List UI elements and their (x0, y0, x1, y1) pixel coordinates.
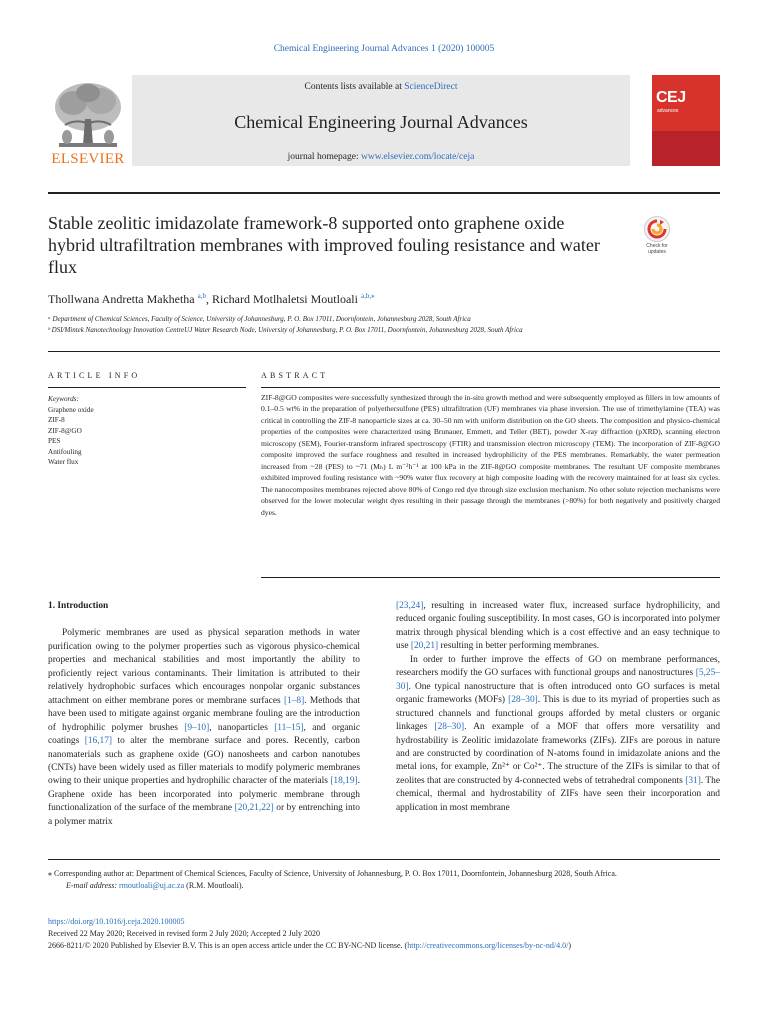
keyword-item: Water flux (48, 458, 79, 466)
paragraph-text: , and organic coatings (48, 722, 360, 747)
license-text-end: ) (568, 940, 572, 950)
elsevier-tree-icon (51, 79, 125, 151)
license-link[interactable]: http://creativecommons.org/licenses/by-nc-nd/4.0/ (407, 940, 569, 950)
body-column-left (48, 600, 360, 829)
author-affiliation-marker[interactable]: a,b,⁎ (360, 292, 375, 300)
citation-link[interactable]: [31] (685, 775, 701, 786)
contents-line (132, 82, 630, 92)
keyword-item: Graphene oxide (48, 405, 94, 414)
paragraph-text: Polymeric membranes are used as physical separation methods in water purification owing to the polymer properties such as vigorous physico-chemical properties and mechanical stabilities and most importantly the ability to proficiently reject various contaminants. Their limitation is attributed to their relatively hydrophobic surfaces which encourages nonpolar organic substances attachment on either membrane pores or membrane surfaces (48, 628, 360, 706)
paragraph-text: In order to further improve the effects of GO on membrane performances, researchers modify the GO surfaces with functional groups and nanostructures (396, 654, 720, 679)
affiliation-divider (48, 351, 720, 352)
article-title: Stable zeolitic imidazolate framework-8 supported onto graphene oxide hybrid ultrafiltration membranes with improved fouling resistance and water flux (48, 213, 600, 277)
intro-paragraph-2 (396, 654, 720, 815)
author-separator: , (205, 292, 212, 306)
body-column-right (396, 600, 720, 815)
cover-title: CEJ (656, 89, 686, 106)
intro-paragraph-1 (48, 627, 360, 829)
keyword-item: ZIF-8 (48, 416, 65, 424)
citation-link[interactable]: [20,21] (410, 641, 439, 652)
email-suffix: (R.M. Moutloali). (184, 880, 244, 890)
contents-prefix: Contents lists available at (304, 82, 405, 92)
paragraph-text: , resulting in increased water flux, increased surface hydrophilicity, and reduced organic fouling susceptibility. In most cases, GO is incorporated into polymer matrix through physical blending which is a cost effective and an easy technique to use (396, 601, 720, 652)
email-link[interactable]: rmoutloali@uj.ac.za (119, 880, 185, 890)
paragraph-text: . One typical nanostructure that is often introduced onto GO surfaces is metal organic frameworks (MOFs) (396, 681, 720, 706)
abstract-divider (261, 387, 720, 388)
publication-info (48, 916, 720, 951)
publisher-logo[interactable] (48, 75, 128, 172)
journal-name: Chemical Engineering Journal Advances (234, 112, 528, 132)
article-info-divider (48, 387, 246, 388)
check-for-updates-button[interactable] (638, 216, 676, 262)
doi-link[interactable]: https://doi.org/10.1016/j.ceja.2020.100005 (48, 917, 185, 926)
journal-reference-link[interactable]: Chemical Engineering Journal Advances 1 (2020) 100005 (273, 44, 495, 54)
paragraph-text: resulting in better performing membranes. (438, 641, 600, 652)
homepage-prefix: journal homepage: (287, 152, 361, 162)
journal-homepage-link[interactable]: www.elsevier.com/locate/ceja (361, 152, 475, 162)
corresponding-author-note: ⁎ Corresponding author at: Department of Chemical Sciences, Faculty of Science, University of Johannesburg, P. O. Box 17011, Doornfontein, Johannesburg 2028, South Africa. (48, 869, 617, 878)
author-name[interactable]: Thollwana Andretta Makhetha (48, 292, 195, 306)
license-line (48, 940, 720, 952)
citation-link[interactable]: [23,24] (396, 601, 424, 611)
masthead-box (132, 75, 630, 166)
citation-link[interactable]: [18,19] (330, 776, 358, 787)
author-name[interactable]: Richard Motlhaletsi Moutloali (211, 292, 358, 306)
abstract-text: ZIF-8@GO composites were successfully synthesized through the in-situ growth method and were subsequently employed as fillers in low amounts of 0.1–0.5 wt% in the preparation of polyethersulfone (PES) ultrafiltration (UF) membranes via phase inversion. The use of trimethylamine (TEA) was critical in controlling the ZIF-8 nanoparticle sizes at ca. 30–50 nm with uniform distribution on the GO sheets. The composition and physico-chemical properties of the composites were characterized using Brunauer, Emmett, and Teller (BET), powder X-ray diffraction (pXRD), scanning electron microscopy (SEM), Fourier-transform infrared spectroscopy (FTIR) and transmission electron microscopy (TEM). The incorporation of ZIF-8@GO composite improved the surface roughness and resulted in increased hydrophilicity of the PES membranes. Remarkably, the water permeation increased from ~28 (PES) to ~71 (Mₕ) L m⁻²h⁻¹ at 100 kPa in the ZIF-8@GO composite membranes. The resultant UF composite membranes exhibited improved fouling resistance with ~90% water flux recovery at high composite loading with the recovery maintained for at least six cycles. The nanocomposites membranes rejected above 80% of Congo red dye through size exclusion mechanism. No other solute rejection mechanisms were observed for the lower molecular weight dyes resulting in their passage through the membranes (>80%) for both negatively and positively charged dyes. (261, 393, 720, 517)
keyword-item: PES (48, 437, 61, 445)
citation-link[interactable]: [28–30] (434, 722, 465, 733)
citation-link[interactable]: [1–8] (283, 695, 305, 706)
paragraph-text: or by entrenching into a polymer matrix (48, 803, 360, 827)
citation-link[interactable]: [9–10] (184, 722, 210, 733)
keywords-block (48, 394, 246, 468)
section-heading-introduction: 1. Introduction (48, 601, 109, 611)
article-info-heading: ARTICLE INFO (48, 371, 141, 380)
paragraph-text: . This is due to its myriad of properties such as structured channels and functional groups afforded by metal clusters or organic linkages (396, 695, 720, 733)
cover-subtitle: advances (657, 108, 679, 114)
sciencedirect-link[interactable]: ScienceDirect (404, 82, 458, 92)
paragraph-text: , nanoparticles (209, 722, 275, 733)
masthead-divider (48, 192, 720, 194)
footnotes (48, 868, 720, 891)
footnote-divider (48, 859, 720, 860)
abstract-heading: ABSTRACT (261, 371, 329, 380)
journal-cover-thumbnail[interactable] (652, 75, 720, 166)
keyword-item: Antifouling (48, 447, 82, 456)
abstract-bottom-divider (261, 577, 720, 578)
citation-link[interactable]: [11–15] (274, 722, 304, 733)
check-updates-icon (644, 216, 670, 242)
paragraph-text: . The chemical, thermal and hydrostability of ZIFs have seen their incorporation and application in most membrane (396, 775, 720, 813)
email-label: E-mail address: (66, 880, 120, 890)
keyword-item: ZIF-8@GO (48, 426, 82, 435)
citation-link[interactable]: [16,17] (84, 736, 113, 747)
citation-link[interactable]: [28–30] (508, 695, 538, 706)
check-updates-label: Check for updates (646, 243, 668, 255)
citation-link[interactable]: [5,25–30] (396, 668, 720, 692)
author-list (48, 292, 720, 307)
paragraph-text: . An example of a MOF that offers more versatility and hydrostability is Zeolitic imidazolate frameworks (ZIFs). ZIFs are porous in nature and are constructed by coordination of N-atoms found in imidazolate anions and the metal ions, for example, Zn²⁺ or Co²⁺. The structure of the ZIFs is similar to that of zeolites that are constructed by 4-connected webs of tetrahedral components (396, 722, 721, 786)
paragraph-text: . Methods that have been used to mitigate against organic membrane fouling are the introduction of hydrophilic polymer brushes (48, 695, 360, 733)
license-text: 2666-8211/© 2020 Published by Elsevier B.V. This is an open access article under the CC BY-NC-ND license. ( (48, 940, 408, 950)
email-line (48, 880, 720, 892)
author-affiliation-marker[interactable]: a,b (197, 292, 206, 300)
affiliation-b: ᵇ DSI/Mintek Nanotechnology Innovation CentreUJ Water Research Node, University of Johannesburg, P. O. Box 17011, Doornfontein, Johannesburg 2028, South Africa (48, 326, 523, 334)
paragraph-text: . Graphene oxide has been incorporated into polymeric membrane through functionalization of the surface of the membrane (48, 776, 360, 814)
publisher-wordmark: ELSEVIER (51, 151, 125, 167)
abstract-body (261, 392, 720, 518)
intro-paragraph-1-continued (396, 600, 720, 654)
homepage-line (132, 152, 630, 162)
masthead (48, 75, 720, 172)
keywords-label: Keywords: (48, 395, 79, 403)
received-dates: Received 22 May 2020; Received in revised form 2 July 2020; Accepted 2 July 2020 (48, 928, 320, 938)
cover-band (652, 131, 720, 166)
citation-link[interactable]: [20,21,22] (234, 803, 274, 814)
affiliation-a: ᵃ Department of Chemical Sciences, Faculty of Science, University of Johannesburg, P. O. Box 17011, Doornfontein, Johannesburg 2028, South Africa (48, 315, 471, 323)
paragraph-text: to alter the membrane surface and pores. Recently, carbon nanomaterials such as graphene oxide (GO) nanosheets and carbon nanotubes (CNTs) have been widely used as filler materials to modify polymeric membranes owing to their unique properties and hydrophilic character of the materials (48, 736, 360, 787)
